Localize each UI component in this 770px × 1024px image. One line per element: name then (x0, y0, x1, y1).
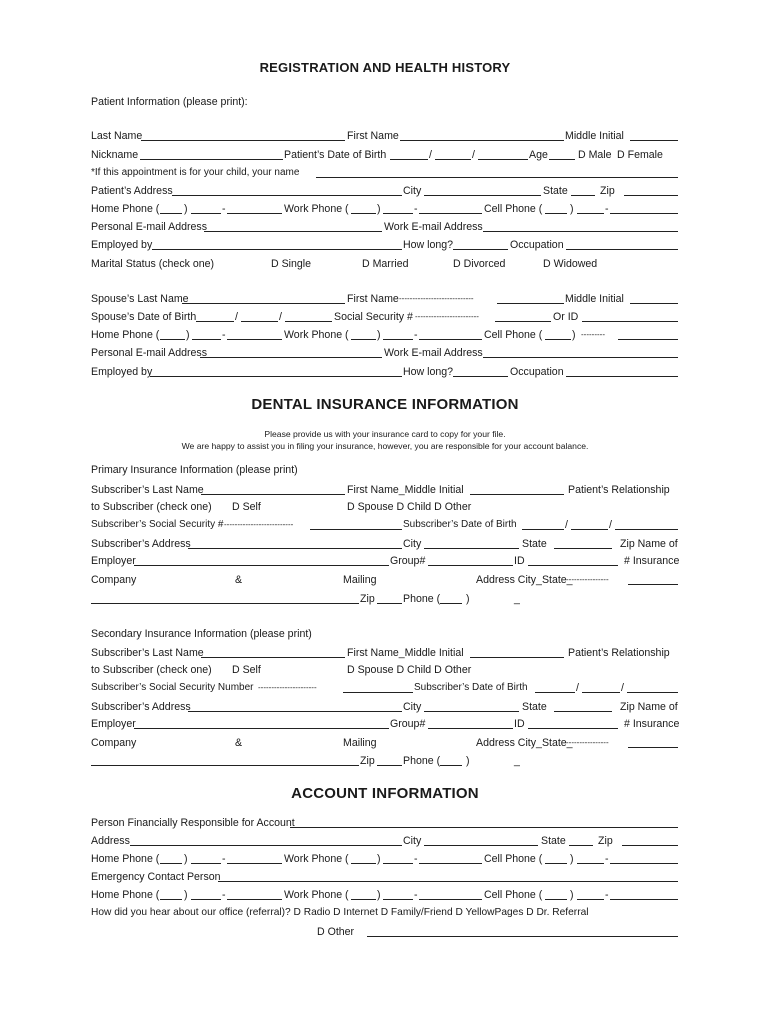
paren-close: ) (572, 329, 576, 341)
primary-subscriber-last-name-field[interactable] (201, 494, 345, 495)
work-phone-label: Work Phone ( (284, 203, 349, 215)
spouse-work-phone-area-field[interactable] (351, 339, 376, 340)
spouse-id-field[interactable] (582, 321, 678, 322)
spouse-dob-label: Spouse’s Date of Birth (91, 311, 197, 323)
primary-subscriber-last-name-label: Subscriber’s Last Name (91, 484, 204, 496)
spouse-home-phone-prefix-field[interactable] (192, 339, 221, 340)
cell-phone-area-field[interactable] (545, 213, 567, 214)
paren-close: ) (377, 329, 381, 341)
paren-close: ) (466, 593, 470, 605)
employed-by-label: Employed by (91, 239, 153, 251)
account-work-phone-area-field[interactable] (351, 863, 376, 864)
cell-phone-line-field[interactable] (610, 213, 678, 214)
marital-single-checkbox[interactable]: D Single (271, 258, 312, 270)
primary-patients-relationship-label: Patient’s Relationship (568, 484, 670, 496)
dash: - (222, 853, 226, 865)
marital-status-label: Marital Status (check one) (91, 258, 215, 270)
secondary-acs-dashes: ---------------- (566, 738, 609, 747)
spouse-work-email-label: Work E-mail Address (384, 347, 483, 359)
primary-phone-label: Phone ( (403, 593, 441, 605)
paren-close: ) (184, 889, 188, 901)
insurance-note-2: We are happy to assist you in filing your insurance, however, you are responsible for your account balance. (181, 441, 589, 451)
account-work-phone-line-field[interactable] (419, 863, 482, 864)
emergency-cell-phone-area-field[interactable] (545, 899, 567, 900)
paren-close: ) (570, 853, 574, 865)
child-name-label: *If this appointment is for your child, your name (91, 167, 300, 178)
secondary-zip-label: Zip (360, 755, 375, 767)
primary-state-label: State (522, 538, 547, 550)
account-cell-phone-prefix-field[interactable] (577, 863, 604, 864)
account-cell-phone-area-field[interactable] (545, 863, 567, 864)
primary-company-label: Company (91, 574, 137, 586)
secondary-phone-field[interactable] (440, 765, 462, 766)
primary-city-label: City (403, 538, 422, 550)
spouse-work-phone-line-field[interactable] (419, 339, 482, 340)
patient-address-label: Patient’s Address (91, 185, 173, 197)
primary-city-field[interactable] (424, 548, 519, 549)
primary-dob-year-field[interactable] (615, 529, 678, 530)
primary-address-city-state-field[interactable] (628, 584, 678, 585)
spouse-first-name-label: First Name (347, 293, 399, 305)
secondary-dob-month-field[interactable] (535, 692, 575, 693)
secondary-city-label: City (403, 701, 422, 713)
primary-phone-field[interactable] (440, 603, 462, 604)
secondary-employer-field[interactable] (134, 728, 389, 729)
zip-label: Zip (600, 185, 615, 197)
secondary-group-field[interactable] (428, 728, 513, 729)
secondary-first-middle-field[interactable] (470, 657, 564, 658)
emergency-work-phone-prefix-field[interactable] (383, 899, 413, 900)
emergency-cell-phone-label: Cell Phone ( (484, 889, 543, 901)
primary-employer-field[interactable] (134, 565, 389, 566)
secondary-spouse-child-other-checkboxes[interactable]: D Spouse D Child D Other (347, 664, 472, 676)
secondary-patients-relationship-label: Patient’s Relationship (568, 647, 670, 659)
patient-address-field[interactable] (172, 195, 402, 196)
age-field[interactable] (549, 159, 575, 160)
primary-first-middle-field[interactable] (470, 494, 564, 495)
secondary-dob-label: Subscriber’s Date of Birth (414, 682, 528, 693)
last-name-label: Last Name (91, 130, 143, 142)
primary-acs-dashes: ---------------- (566, 575, 609, 584)
work-phone-line-field[interactable] (419, 213, 482, 214)
spouse-middle-initial-label: Middle Initial (565, 293, 624, 305)
secondary-self-checkbox[interactable]: D Self (232, 664, 261, 676)
paren-close: ) (186, 329, 190, 341)
spouse-or-id-label: Or ID (553, 311, 579, 323)
spouse-cell-phone-line-field[interactable] (618, 339, 678, 340)
gender-female-checkbox[interactable]: D Female (617, 149, 663, 161)
account-cell-phone-label: Cell Phone ( (484, 853, 543, 865)
home-phone-area-field[interactable] (160, 213, 182, 214)
underscore: _ (514, 755, 520, 767)
account-zip-field[interactable] (622, 845, 678, 846)
spouse-employed-by-label: Employed by (91, 366, 153, 378)
personal-email-label: Personal E-mail Address (91, 221, 207, 233)
dental-insurance-heading: DENTAL INSURANCE INFORMATION (251, 396, 519, 413)
primary-ssn-label: Subscriber’s Social Security # (91, 519, 224, 530)
spouse-cell-phone-area-field[interactable] (545, 339, 571, 340)
spouse-occupation-field[interactable] (566, 376, 678, 377)
occupation-field[interactable] (566, 249, 678, 250)
gender-male-checkbox[interactable]: D Male (578, 149, 612, 161)
emergency-cell-phone-prefix-field[interactable] (577, 899, 604, 900)
account-state-field[interactable] (569, 845, 593, 846)
child-name-field[interactable] (316, 177, 678, 178)
primary-state-field[interactable] (554, 548, 612, 549)
account-home-phone-prefix-field[interactable] (191, 863, 221, 864)
middle-initial-label: Middle Initial (565, 130, 624, 142)
spouse-how-long-label: How long? (403, 366, 454, 378)
paren-close: ) (184, 203, 188, 215)
account-work-phone-prefix-field[interactable] (383, 863, 413, 864)
emergency-home-phone-area-field[interactable] (160, 899, 182, 900)
marital-divorced-checkbox[interactable]: D Divorced (453, 258, 506, 270)
underscore: _ (514, 593, 520, 605)
spouse-dob-year-field[interactable] (285, 321, 332, 322)
emergency-work-phone-line-field[interactable] (419, 899, 482, 900)
paren-close: ) (377, 853, 381, 865)
secondary-address-city-state-label: Address City_State_ (476, 737, 573, 749)
spouse-employed-by-field[interactable] (150, 376, 402, 377)
slash: / (609, 519, 612, 531)
nickname-field[interactable] (140, 159, 283, 160)
cell-phone-label: Cell Phone ( (484, 203, 543, 215)
emergency-contact-field[interactable] (218, 881, 678, 882)
emergency-home-phone-label: Home Phone ( (91, 889, 160, 901)
emergency-home-phone-prefix-field[interactable] (191, 899, 221, 900)
work-phone-area-field[interactable] (351, 213, 376, 214)
secondary-state-label: State (522, 701, 547, 713)
spouse-occupation-label: Occupation (510, 366, 564, 378)
primary-dob-day-field[interactable] (571, 529, 608, 530)
account-info-heading: ACCOUNT INFORMATION (291, 785, 479, 802)
secondary-employer-label: Employer (91, 718, 136, 730)
patient-dob-label: Patient’s Date of Birth (284, 149, 387, 161)
paren-close: ) (377, 203, 381, 215)
primary-id-field[interactable] (528, 565, 618, 566)
primary-group-field[interactable] (428, 565, 513, 566)
dash: - (605, 203, 609, 215)
marital-widowed-checkbox[interactable]: D Widowed (543, 258, 598, 270)
secondary-ssn-field[interactable] (343, 692, 413, 693)
spouse-ssn-label: Social Security # (334, 311, 413, 323)
secondary-state-field[interactable] (554, 711, 612, 712)
secondary-company-label: Company (91, 737, 137, 749)
primary-self-checkbox[interactable]: D Self (232, 501, 261, 513)
referral-other-checkbox[interactable]: D Other (317, 926, 355, 938)
primary-address-city-state-label: Address City_State_ (476, 574, 573, 586)
occupation-label: Occupation (510, 239, 564, 251)
primary-employer-label: Employer (91, 555, 136, 567)
spouse-last-name-label: Spouse’s Last Name (91, 293, 189, 305)
secondary-ampersand: & (235, 737, 243, 749)
spouse-dob-day-field[interactable] (241, 321, 278, 322)
spouse-middle-initial-field[interactable] (630, 303, 678, 304)
dash: - (222, 329, 226, 341)
primary-address-field[interactable] (188, 548, 402, 549)
secondary-mailing-label: Mailing (343, 737, 377, 749)
secondary-address-label: Subscriber’s Address (91, 701, 191, 713)
patient-info-intro: Patient Information (please print): (91, 96, 248, 108)
dash: - (414, 329, 418, 341)
spouse-work-phone-prefix-field[interactable] (383, 339, 413, 340)
secondary-to-subscriber-label: to Subscriber (check one) (91, 664, 212, 676)
secondary-insurance-label: # Insurance (624, 718, 680, 730)
dash: - (605, 889, 609, 901)
primary-mailing-label: Mailing (343, 574, 377, 586)
spouse-ssn-field[interactable] (495, 321, 551, 322)
paren-close: ) (570, 889, 574, 901)
primary-ssn-field[interactable] (310, 529, 402, 530)
secondary-group-label: Group# (390, 718, 426, 730)
primary-to-subscriber-label: to Subscriber (check one) (91, 501, 212, 513)
emergency-home-phone-line-field[interactable] (227, 899, 282, 900)
home-phone-label: Home Phone ( (91, 203, 160, 215)
slash: / (279, 311, 282, 323)
state-label: State (543, 185, 568, 197)
paren-close: ) (570, 203, 574, 215)
account-city-field[interactable] (424, 845, 538, 846)
emergency-work-phone-area-field[interactable] (351, 899, 376, 900)
last-name-field[interactable] (141, 140, 345, 141)
dob-year-field[interactable] (478, 159, 528, 160)
spouse-work-email-field[interactable] (483, 357, 678, 358)
dash: - (414, 889, 418, 901)
primary-insurance-label: # Insurance (624, 555, 680, 567)
secondary-id-label: ID (514, 718, 525, 730)
primary-dob-label: Subscriber’s Date of Birth (403, 519, 517, 530)
emergency-cell-phone-line-field[interactable] (610, 899, 678, 900)
secondary-address-city-state-field[interactable] (628, 747, 678, 748)
secondary-dob-day-field[interactable] (582, 692, 620, 693)
paren-close: ) (184, 853, 188, 865)
account-zip-label: Zip (598, 835, 613, 847)
account-home-phone-area-field[interactable] (160, 863, 182, 864)
spouse-dob-month-field[interactable] (196, 321, 234, 322)
first-name-field[interactable] (400, 140, 564, 141)
primary-insurance-intro: Primary Insurance Information (please print) (91, 464, 298, 476)
secondary-ssn-dashes: ---------------------- (258, 683, 317, 692)
zip-field[interactable] (624, 195, 678, 196)
slash: / (621, 682, 624, 694)
account-cell-phone-line-field[interactable] (610, 863, 678, 864)
spouse-cell-dashes: --------- (581, 330, 605, 339)
primary-zip-field[interactable] (377, 603, 402, 604)
work-email-label: Work E-mail Address (384, 221, 483, 233)
primary-ssn-dashes: -------------------------- (224, 520, 294, 529)
slash: / (576, 682, 579, 694)
secondary-id-field[interactable] (528, 728, 618, 729)
secondary-phone-label: Phone ( (403, 755, 441, 767)
primary-spouse-child-other-checkboxes[interactable]: D Spouse D Child D Other (347, 501, 472, 513)
primary-group-label: Group# (390, 555, 426, 567)
spouse-cell-phone-label: Cell Phone ( (484, 329, 543, 341)
secondary-ssn-label: Subscriber’s Social Security Number (91, 682, 254, 693)
spouse-first-name-dashes: ---------------------------- (399, 294, 474, 303)
primary-id-label: ID (514, 555, 525, 567)
spouse-how-long-field[interactable] (453, 376, 508, 377)
primary-first-middle-label: First Name_Middle Initial (347, 484, 464, 496)
spouse-last-name-field[interactable] (182, 303, 345, 304)
secondary-city-field[interactable] (424, 711, 519, 712)
account-home-phone-line-field[interactable] (227, 863, 282, 864)
nickname-label: Nickname (91, 149, 139, 161)
spouse-personal-email-field[interactable] (200, 357, 382, 358)
secondary-company-field[interactable] (91, 765, 359, 766)
middle-initial-field[interactable] (630, 140, 678, 141)
spouse-home-phone-area-field[interactable] (160, 339, 185, 340)
spouse-first-name-field[interactable] (497, 303, 564, 304)
dash: - (605, 853, 609, 865)
dash: - (222, 889, 226, 901)
spouse-work-phone-label: Work Phone ( (284, 329, 349, 341)
dob-day-field[interactable] (435, 159, 471, 160)
how-long-field[interactable] (453, 249, 508, 250)
secondary-subscriber-last-name-field[interactable] (201, 657, 345, 658)
secondary-insurance-intro: Secondary Insurance Information (please print) (91, 628, 312, 640)
referral-question[interactable]: How did you hear about our office (referral)? D Radio D Internet D Family/Friend D YellowPages D Dr. Referral (91, 907, 589, 918)
age-label: Age (529, 149, 548, 161)
dob-month-field[interactable] (390, 159, 428, 160)
home-phone-prefix-field[interactable] (191, 213, 221, 214)
account-state-label: State (541, 835, 566, 847)
work-phone-prefix-field[interactable] (383, 213, 413, 214)
secondary-subscriber-last-name-label: Subscriber’s Last Name (91, 647, 204, 659)
secondary-dob-year-field[interactable] (627, 692, 678, 693)
primary-ampersand: & (235, 574, 243, 586)
marital-married-checkbox[interactable]: D Married (362, 258, 409, 270)
work-email-field[interactable] (483, 231, 678, 232)
spouse-home-phone-label: Home Phone ( (91, 329, 160, 341)
insurance-note-1: Please provide us with your insurance card to copy for your file. (264, 429, 506, 439)
primary-address-label: Subscriber’s Address (91, 538, 191, 550)
primary-zip-name-of-label: Zip Name of (620, 538, 678, 550)
paren-close: ) (466, 755, 470, 767)
slash: / (565, 519, 568, 531)
account-city-label: City (403, 835, 422, 847)
secondary-first-middle-label: First Name_Middle Initial (347, 647, 464, 659)
city-field[interactable] (424, 195, 541, 196)
referral-other-field[interactable] (367, 936, 678, 937)
spouse-personal-email-label: Personal E-mail Address (91, 347, 207, 359)
primary-zip-label: Zip (360, 593, 375, 605)
emergency-work-phone-label: Work Phone ( (284, 889, 349, 901)
dash: - (414, 853, 418, 865)
secondary-zip-name-of-label: Zip Name of (620, 701, 678, 713)
how-long-label: How long? (403, 239, 454, 251)
employed-by-field[interactable] (152, 249, 402, 250)
account-address-field[interactable] (130, 845, 402, 846)
cell-phone-prefix-field[interactable] (577, 213, 604, 214)
slash: / (235, 311, 238, 323)
account-work-phone-label: Work Phone ( (284, 853, 349, 865)
slash: / (472, 149, 475, 161)
city-label: City (403, 185, 422, 197)
spouse-ssn-dashes: ------------------------ (415, 312, 479, 321)
financially-responsible-field[interactable] (290, 827, 678, 828)
slash: / (429, 149, 432, 161)
account-home-phone-label: Home Phone ( (91, 853, 160, 865)
state-field[interactable] (571, 195, 595, 196)
secondary-zip-field[interactable] (377, 765, 402, 766)
primary-company-field[interactable] (91, 603, 359, 604)
account-address-label: Address (91, 835, 130, 847)
primary-dob-month-field[interactable] (522, 529, 564, 530)
personal-email-field[interactable] (204, 231, 382, 232)
paren-close: ) (377, 889, 381, 901)
secondary-address-field[interactable] (188, 711, 402, 712)
first-name-label: First Name (347, 130, 399, 142)
page-title: REGISTRATION AND HEALTH HISTORY (259, 60, 511, 75)
financially-responsible-label: Person Financially Responsible for Account (91, 817, 295, 829)
dash: - (414, 203, 418, 215)
spouse-home-phone-line-field[interactable] (227, 339, 282, 340)
dash: - (222, 203, 226, 215)
emergency-contact-label: Emergency Contact Person (91, 871, 221, 883)
home-phone-line-field[interactable] (227, 213, 282, 214)
